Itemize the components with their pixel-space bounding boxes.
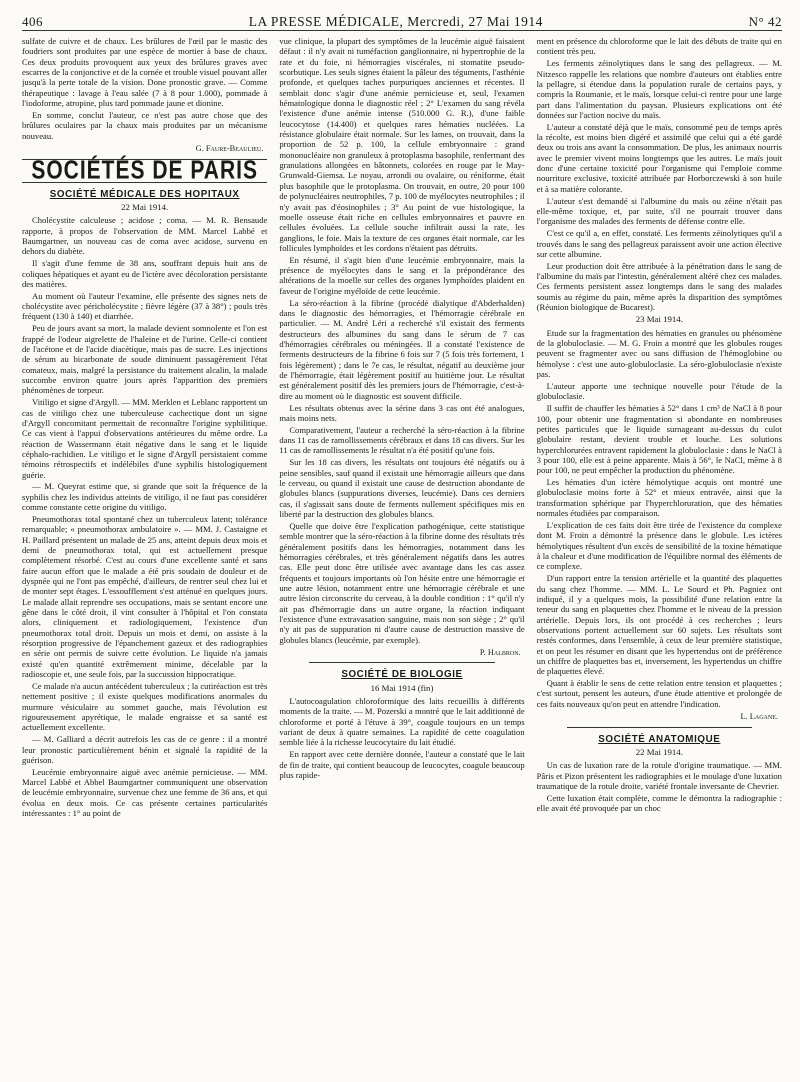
paragraph: L'auteur a constaté déjà que le maïs, consommé peu de temps après la récolte, est moins bien digéré et assimilé que celui qui a été gardé deux ou trois ans avant la consommation. De plus, les animaux nourris avec le premier vivent moins longtemps que les autres. Le maïs jouit donc d'une certaine toxicité pour l'organisme qui l'emploie comme nourriture exclusive, toxicité attribuée par Horborczewski à son huile et à sa matière colorante.	[536, 121, 782, 194]
page-header	[22, 0, 782, 31]
paragraph: Cette luxation était complète, comme le démontra la radiographie : elle avait été provoquée par un choc	[536, 792, 782, 814]
paragraph: Comparativement, l'auteur a recherché la séro-réaction à la fibrine dans 11 cas de ramollissements cérébraux et dans 18 cas divers. Sur les 11 cas de ramollissements le résultat n'a été positif qu'une fois.	[279, 424, 525, 456]
session-date: 22 Mai 1914.	[121, 201, 169, 212]
paragraph: Les résultats obtenus avec la sérine dans 3 cas ont été analogues, mais moins nets.	[279, 402, 525, 423]
session-date: 22 Mai 1914.	[635, 746, 683, 757]
paragraph: Les hématies d'un ictère hémolytique acquis ont montré une globuloclasie moins forte à 52° et mieux entravée, ainsi que la transformation sphérique par l'hyperchloruration, que des hématies normales étudiées par comparaison.	[536, 477, 782, 519]
paragraph: Il s'agit d'une femme de 38 ans, souffrant depuis huit ans de coliques hépatiques et ayant eu de l'ictère avec décoloration persistante des matières.	[22, 258, 268, 289]
paragraph: — M. Queyrat estime que, si grande que soit la fréquence de la syphilis chez les individus atteints de vitiligo, il ne faut pas considérer comme constante cette origine du vitiligo.	[22, 481, 268, 513]
journal-title: LA PRESSE MÉDICALE, Mercredi, 27 Mai 1914	[248, 14, 543, 29]
column-3	[537, 36, 782, 1076]
paragraph: Cholécystite calculeuse ; acidose ; coma. — M. R. Bensaude rapporte, à propos de l'observation de MM. Marcel Labbé et Baumgartner, un nouveau cas de coma avec acidose, survenu en dehors du diabète.	[22, 215, 268, 257]
paragraph: — M. Galliard a décrit autrefois les cas de ce genre : il a montré leur pronostic particulièrement bénin et signalé la rapidité de la guérison.	[22, 734, 268, 765]
paragraph: Peu de jours avant sa mort, la malade devient somnolente et l'on est frappé de l'odeur aigrelette de l'haleine et de l'urine. Celle-ci contient de l'acétone et de l'acide diacétique, mais pas de sucre. Les injections de sérum au bicarbonate de soude diminuent passagèrement l'état comateux, mais, malgré la persistance du traitement alcalin, la malade succombe environ quatre jours après l'apparition des premiers phénomènes de torpeur.	[22, 323, 268, 396]
paragraph: ment en présence du chloroforme que le lait des débuts de traite qui en contient très peu.	[536, 36, 782, 57]
paragraph: En rapport avec cette dernière donnée, l'auteur a constaté que le lait de fin de traite, qui contient beaucoup de leucocytes, coagule beaucoup plus rapide-	[279, 749, 525, 780]
paragraph: vue clinique, la plupart des symptômes de la leucémie aiguë faisaient défaut : il n'y avait ni tuméfaction ganglionnaire, ni hypertrophie de la rate et du foie, ni hémorragies viscérales, ni stomatite pseudo-scorbutique. Les seuls signes étaient la pâleur des téguments, l'asthénie profonde, et quelques taches purpuriques anciennes et récentes. Il semblait donc s'agir d'une anémie pernicieuse et, seul, l'examen hématologique donna le diagnostic réel ; 2° L'examen du sang révéla l'existence d'une anémie intense (510.000 G. R.), d'une faible leucocytose (14.400) et quelques rares hématies nucléées. La résistance globulaire était normale. Sur les lames, on trouvait, dans la proportion de 52 p. 100, la cellule embryonnaire : grand mononucléaire non granuleux à protoplasma basophile, renfermant des granulations allongées en bâtonnets, colorées en rouge par le May-Grunwald-Giemsa. Le noyau, arrondi ou ovalaire, ou réniforme, était plus basophile que le protoplasma. On trouvait, en outre, 20 pour 100 de polynucléaires neutrophiles, 7 p. 100 de myélocytes neutrophiles ; il n'y avait pas d'éosinophiles ; 3° Au point de vue histologique, la moelle osseuse était riche en cellules embryonnaires et pauvre en cellules évoluées. La cellule souche infiltrait aussi la rate, les ganglions, le foie. Mais la texture de ces organes était normale, car les follicules lymphoïdes et les cordons n'étaient pas détruits.	[279, 36, 525, 253]
paragraph: L'auteur apporte une technique nouvelle pour l'étude de la globuloclasie.	[536, 381, 782, 402]
society-title: SOCIÉTÉ ANATOMIQUE	[598, 733, 721, 745]
author-signature: P. Halbron.	[479, 647, 521, 657]
divider	[567, 727, 752, 728]
paragraph: L'autocoagulation chloroformique des laits recueillis à différents moments de la traite. — M. Pozerski a montré que le lait additionné de chloroforme et porté à l'étuve à 39°, coagule toujours en un temps variant de deux à quatre semaines. La rapidité de cette coagulation semble liée à la richesse leucocytaire du lait étudié.	[279, 695, 525, 748]
paragraph: D'un rapport entre la tension artérielle et la quantité des plaquettes du sang chez l'homme. — MM. L. Le Sourd et Ph. Pagniez ont indiqué, il y a quelques mois, la possibilité d'une relation entre la teneur du sang en plaquettes chez l'homme et le niveau de la pression artérielle. Depuis lors, ils ont procédé à ces recherches ; leurs observations portent actuellement sur 60 sujets. Les résultats sont restés conformes, dans l'ensemble, à ceux de leur première statistique, et on peut les résumer en disant que les hypertendus ont de préférence un chiffre de plaquettes bas et, inversement, les hypertendus un chiffre de plaquettes élevé.	[536, 573, 782, 677]
page-number: 406	[22, 14, 43, 29]
author-signature: L. Lagane.	[740, 712, 778, 722]
session-date: 23 Mai 1914.	[635, 314, 683, 325]
paragraph: Au moment où l'auteur l'examine, elle présente des signes nets de cholécystite avec péricholécystite ; fièvre légère (37 à 38°) ; pouls très fréquent (130 à 140) et diarrhée.	[22, 290, 268, 322]
column-2	[279, 36, 524, 1076]
paragraph: En résumé, il s'agit bien d'une leucémie embryonnaire, mais la présence de myélocytes dans le sang et la prépondérance des altérations de la moelle sur celles des organes lymphoïdes plaident en faveur de l'origine myéloïde de cette leucémie.	[279, 254, 525, 296]
paragraph: La séro-réaction à la fibrine (procédé dialytique d'Abderhalden) dans le diagnostic des hémorragies, et l'hémorragie cérébrale en particulier. — M. André Léri a recherché s'il existait des ferments destructeurs des albumines du sang dans le sérum de 7 cas d'hémorragies cérébrales ou méningées. Il a constaté l'existence de ferments destructeurs de la fibrine 6 fois sur 7 (5 fois très fortement, 1 fois légèrement) ; dans le 7e cas, le résultat, négatif au deuxième jour de l'hémorragie, était légèrement positif au huitième jour. Le résultat est généralement positif dès les premiers jours de l'hémorragie, c'est-à-dire au moment où le diagnostic est souvent difficile.	[279, 297, 525, 401]
session-date: 16 Mai 1914 (fin)	[370, 682, 434, 693]
paragraph: Leur production doit être attribuée à la pénétration dans le sang de l'albumine du maïs par l'intestin, généralement altéré chez ces malades. Ces ferments persistent assez longtemps dans le sang des malades soumis au régime du pain, même après la disparition des symptômes (Réunion biologique de Bucarest).	[536, 260, 782, 313]
paragraph: Pneumothorax total spontané chez un tuberculeux latent; tolérance remarquable; « pneumothorax ambulatoire ». — MM. J. Castaigne et H. Paillard présentent un malade de 25 ans, atteint depuis deux mois et demi de pneumothorax total, qui est actuellement presque complètement résorbé. C'est au cours d'une excellente santé et sans faire aucun effort que le malade a été pris soudain de douleur et de dyspnée qui ne l'ont pas empêché, d'ailleurs, de rentrer seul chez lui et de monter sept étages. L'essoufflement s'est atténué en quelques jours. Le malade allait reprendre ses occupations, mais se sentant encore une gêne dans le côté droit, il vint consulter à l'hôpital et l'on constata alors, cliniquement et radiologiquement, l'existence d'un pneumothorax total droit. Depuis un mois et demi, on assiste à la résorption progressive de l'épanchement gazeux et des radiographies en série ont permis de suivre cette évolution. Le liquide n'a jamais existé qu'en quantité extrêmement minime, décelable par la radioscopie et, une seule fois, par la succussion hippocratique.	[22, 513, 268, 680]
paragraph: Etude sur la fragmentation des hématies en granules ou phénomène de la globuloclasie. — M. G. Froin a montré que les globules rouges peuvent se fragmenter avec ou sans diffusion de l'hémoglobine ou hémolyse : c'est une auto-globuloclasie. La séro-globuloclasie n'existe pas.	[536, 327, 782, 380]
paragraph: Un cas de luxation rare de la rotule d'origine traumatique. — MM. Pâris et Pizon présentent les radiographies et le moulage d'une luxation traumatique de la rotule droite, variété frontale inversante de Chevrier.	[536, 760, 782, 791]
paragraph: sulfate de cuivre et de chaux. Les brûlures de l'œil par le mastic des foudriers sont produites par une espèce de mortier à base de chaux. Ces deux produits provoquent aux yeux des brûlures graves avec escarres de la conjonctive et de la cornée et trouble visuel pouvant aller jusqu'à la perte totale de la vision. Done pronostic grave. — Comme thérapeutique : lavage à l'eau salée (7 à 8 pour 1.000), pommade à l'iodoforme, atropine, plus tard pommade jaune et dionine.	[22, 36, 268, 109]
column-1	[22, 36, 267, 1076]
divider	[309, 662, 494, 663]
paragraph: Vitiligo et signe d'Argyll. — MM. Merklen et Leblanc rapportent un cas de vitiligo chez une tuberculeuse cachectique dont un signe d'Argyll concomitant permettait de reconnaître l'origine syphilitique. Ce cas vient à l'appui d'observations antérieures du même ordre. La réaction de Wassermann était négative dans le sang et le liquide céphalo-rachidien. Le vitiligo et le signe d'Argyll persistaient comme témoins rétrospectifs et indélébiles d'une syphilis histologiquement guérie.	[22, 397, 268, 480]
paragraph: En somme, conclut l'auteur, ce n'est pas autre chose que des brûlures oculaires par la chaux mais produites par un mécanisme nouveau.	[22, 109, 268, 141]
author-signature: G. Faure-Beaulieu.	[195, 143, 264, 153]
paragraph: L'explication de ces faits doit être tirée de l'existence du complexe dont M. Froin a démontré la présence dans le globule. Les ictères hémolytiques résultent d'un excès de sensibilité de la toxine hématique à la chaleur et d'une modification de l'équilibre normal des éléments de ce complexe.	[536, 519, 782, 572]
paragraph: C'est ce qu'il a, en effet, constaté. Les ferments zéinolytiques qu'il a trouvés dans le sang des pellagreux paraissent avoir une action élective sur cette albumine.	[536, 228, 782, 259]
paragraph: Les ferments zéinolytiques dans le sang des pellagreux. — M. Nitzesco rappelle les relations que nombre d'auteurs ont établies entre la pellagre, si étendue dans la population rurale de certains pays, y compris la Roumanie, et le maïs, lorsque celui-ci rentre pour une large part dans l'alimentation du paysan. Plusieurs explications ont été données sur l'action nocive du maïs.	[536, 58, 782, 120]
paragraph: Il suffit de chauffer les hématies à 52° dans 1 cm³ de NaCl à 8 pour 100, pour obtenir une fragmentation si abondante en nombreuses petites particules que le liquide surnageant au-dessus du culot globulaire restant, devient trouble et louche. Les solutions hyperchlorurées entravent rapidement la globuloclasie : dans le NaCl à 3 pour 100, elle est à peine apparente. Mais à 56°, le NaCl, même à 8 pour 100, ne peut empêcher la production du phénomène.	[536, 403, 782, 476]
big-section-title: SOCIÉTÉS DE PARIS	[31, 156, 258, 185]
paragraph: Quelle que doive être l'explication pathogénique, cette statistique semble montrer que la séro-réaction à la fibrine donne des résultats très généralement positifs dans les hémorragies, notamment dans les hémorragies cérébrales, et très généralement négatifs dans les autres cas. Elle peut donc être utilisée avec avantage dans les cas assez fréquents et toujours importants où l'on hésite entre une hémorragie et une autre lésion, notamment entre une hémorragie cérébrale et une autre lésion circonscrite du cerveau, à la double condition : 1° qu'il n'y ait pas d'hémorragie dans un autre organe, la réaction indiquant l'existence d'une extravasation sanguine, mais non son siège ; 2° qu'il n'y ait pas de suppuration ni d'autre cause de destruction massive de globules blancs (leucémie, par exemple).	[279, 520, 525, 645]
paragraph: Leucémie embryonnaire aiguë avec anémie pernicieuse. — MM. Marcel Labbé et Abbel Baumgartner communiquent une observation de leucémie embryonnaire, survenue chez une femme de 36 ans, et qui évolua en deux mois. Ce cas présente certaines particularités intéressantes : 1° au point de	[22, 766, 268, 819]
issue-number: N° 42	[748, 14, 782, 29]
paragraph: Sur les 18 cas divers, les résultats ont toujours été négatifs ou à peine sensibles, sauf quand il existait une hémorragie ailleurs que dans le cerveau, ou quand il existait une cause de destruction abondante de globules blancs (suppurations diverses, leucémie). Dans ces derniers cas, il s'agissait sans doute de ferments nullement spécifiques mis en liberté par la destruction des globules blancs.	[279, 457, 525, 519]
society-title: SOCIÉTÉ DE BIOLOGIE	[341, 669, 463, 681]
paragraph: Ce malade n'a aucun antécédent tuberculeux ; la cutiréaction est très nettement positive ; il existe quelques modifications anormales du murmure vésiculaire au sommet gauche, mais l'évolution est rigoureusement apyrétique, le malade engraisse et sa santé est actuellement excellente.	[22, 680, 268, 733]
paragraph: Quant à établir le sens de cette relation entre tension et plaquettes ; c'est surtout, pensent les auteurs, d'une étude attentive et prolongée de ces faits nouveaux qu'on peut en attendre l'indication.	[536, 678, 782, 709]
society-title: SOCIÉTÉ MÉDICALE DES HOPITAUX	[49, 188, 240, 200]
paragraph: L'auteur s'est demandé si l'albumine du maïs ou zéine n'était pas elle-même toxique, et, par suite, s'il ne pourrait trouver dans l'organisme des malades des ferments de défense contre elle.	[536, 195, 782, 227]
